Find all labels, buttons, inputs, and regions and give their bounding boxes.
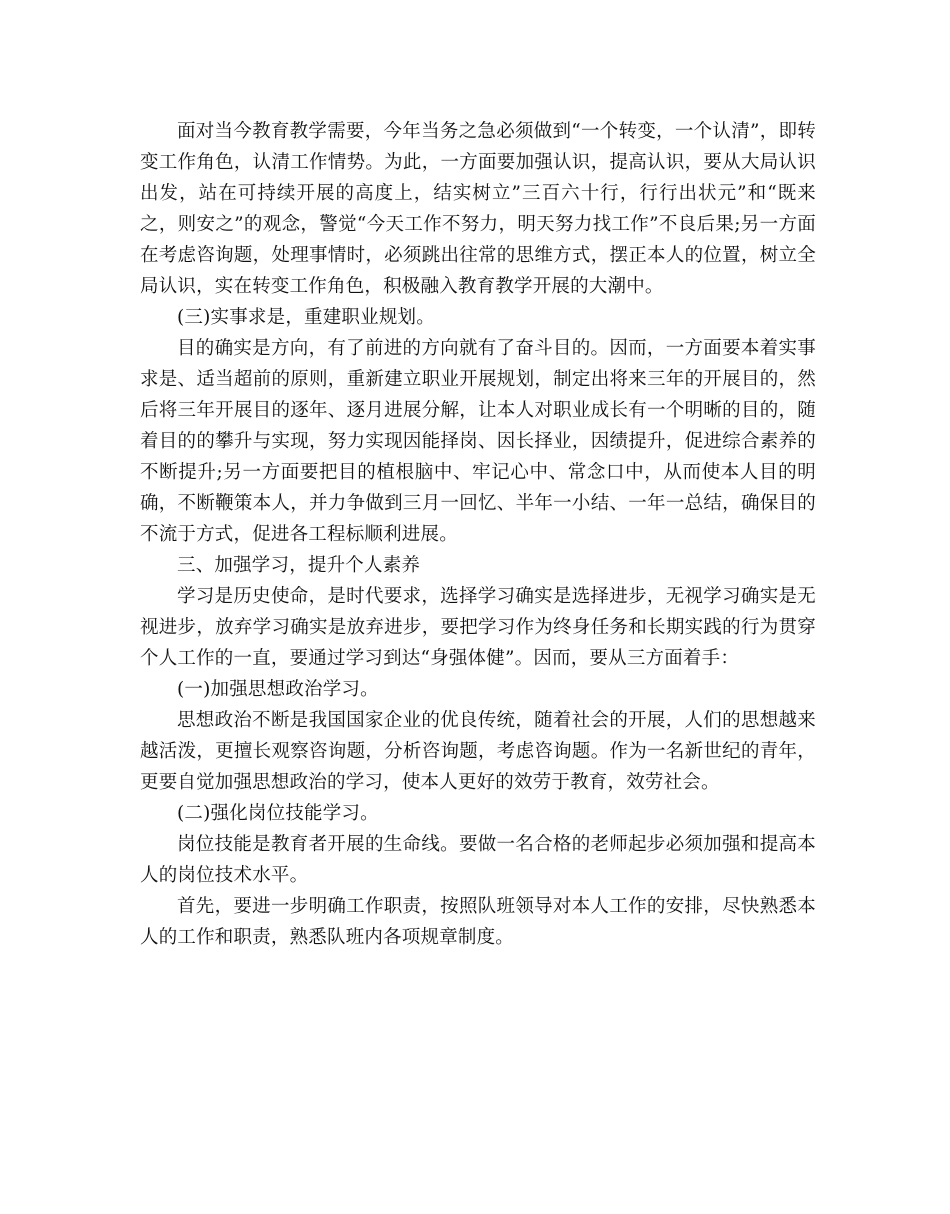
paragraph-role-shift: 面对当今教育教学需要，今年当务之急必须做到“一个转变，一个认清”，即转变工作角色，认清工作情势。为此，一方面要加强认识，提高认识，要从大局认识出发，站在可持续开展的高度上，结实树立”三百六十行，行行出状元”和“既来之，则安之”的观念，警觉“今天工作不努力，明天努力找工作”不良后果;另一方面在考虑咨询题，处理事情时，必须跳出往常的思维方式，摆正本人的位置，树立全局认识，实在转变工作角色，积极融入教育教学开展的大潮中。 — [140, 121, 816, 297]
paragraph-learning-intro: 学习是历史使命，是时代要求，选择学习确实是选择进步，无视学习确实是无视进步，放弃学习确实是放弃进步，要把学习作为终身任务和长期实践的行为贯穿个人工作的一直，要通过学习到达“身强体健”。因而，要从三方面着手： — [140, 586, 816, 669]
subheading-career-plan: (三)实事求是，重建职业规划。 — [177, 307, 435, 328]
paragraph-goals: 目的确实是方向，有了前进的方向就有了奋斗目的。因而，一方面要本着实事求是、适当超前的原则，重新建立职业开展规划，制定出将来三年的开展目的，然后将三年开展目的逐年、逐月进展分解，让本人对职业成长有一个明晰的目的，随着目的的攀升与实现，努力实现因能择岗、因长择业，因绩提升，促进综合素养的不断提升;另一方面要把目的植根脑中、牢记心中、常念口中，从而使本人目的明确，不断鞭策本人，并力争做到三月一回忆、半年一小结、一年一总结，确保目的不流于方式，促进各工程标顺利进展。 — [140, 338, 816, 545]
section-heading-learning: 三、加强学习，提升个人素养 — [177, 555, 421, 576]
document-body — [140, 116, 816, 953]
subheading-political-study: (一)加强思想政治学习。 — [177, 679, 379, 700]
paragraph-duties: 首先，要进一步明确工作职责，按照队班领导对本人工作的安排，尽快熟悉本人的工作和职责，熟悉队班内各项规章制度。 — [140, 896, 816, 948]
paragraph-skills: 岗位技能是教育者开展的生命线。要做一名合格的老师起步必须加强和提高本人的岗位技术水平。 — [140, 834, 816, 886]
subheading-skills-study: (二)强化岗位技能学习。 — [177, 803, 379, 824]
paragraph-political-study: 思想政治不断是我国国家企业的优良传统，随着社会的开展，人们的思想越来越活泼，更擅长观察咨询题，分析咨询题，考虑咨询题。作为一名新世纪的青年，更要自觉加强思想政治的学习，使本人更好的效劳于教育，效劳社会。 — [140, 710, 816, 793]
